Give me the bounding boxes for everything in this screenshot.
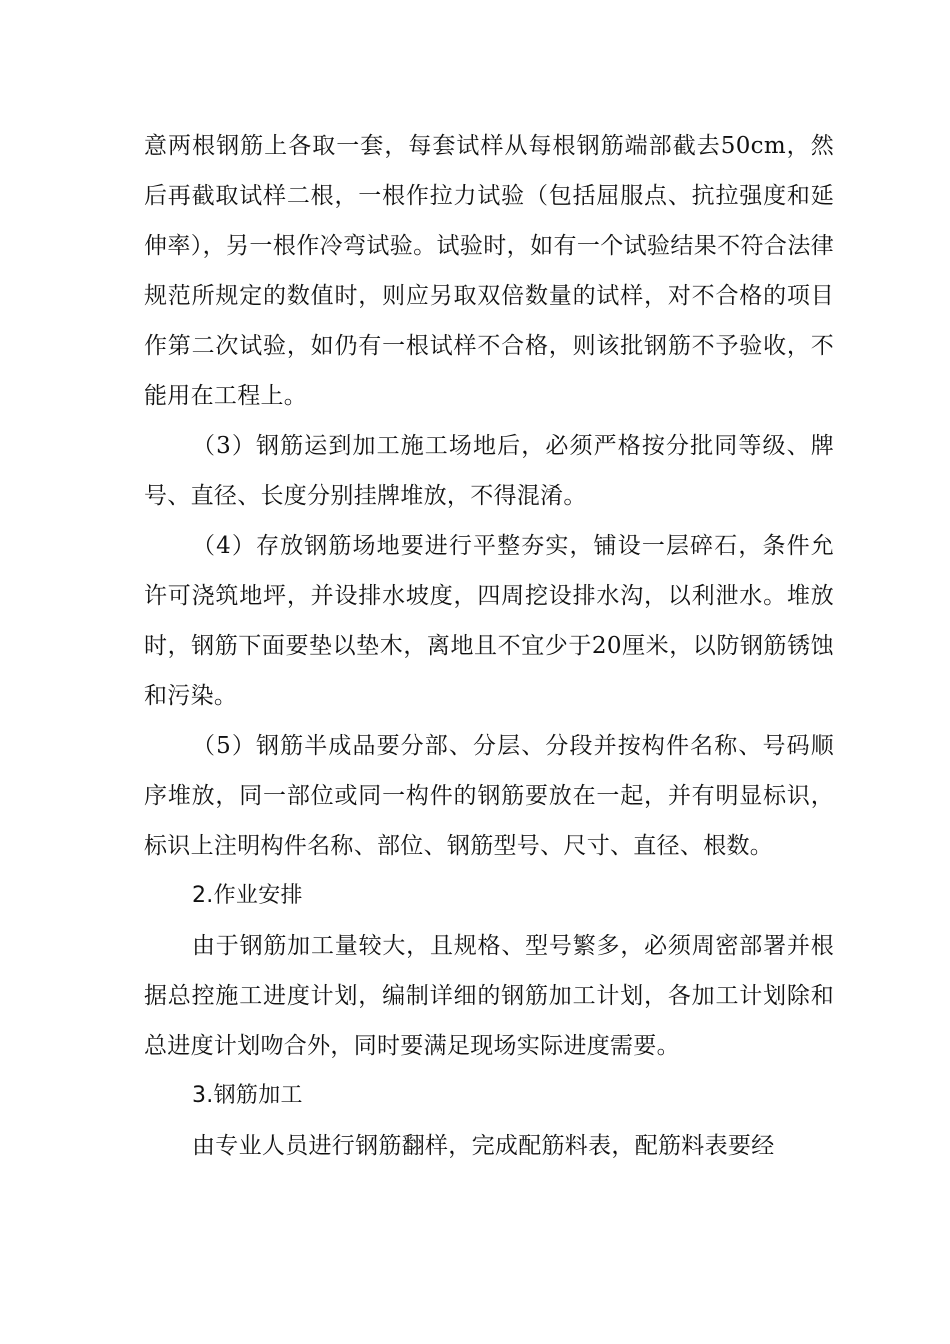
section-heading-work-arrangement: 2.作业安排 <box>192 883 303 908</box>
document-body <box>144 121 834 1171</box>
paragraph-continued: 意两根钢筋上各取一套，每套试样从每根钢筋端部截去50cm，然后再截取试样二根，一根作拉力试验（包括屈服点、抗拉强度和延伸率），另一根作冷弯试验。试验时，如有一个试验结果不符合法律规范所规定的数值时，则应另取双倍数量的试样，对不合格的项目作第二次试验，如仍有一根试样不合格，则该批钢筋不予验收，不能用在工程上。 <box>144 133 834 409</box>
paragraph-rebar-processing: 由专业人员进行钢筋翻样，完成配筋料表，配筋料表要经 <box>192 1133 775 1159</box>
paragraph-item-5: （5）钢筋半成品要分部、分层、分段并按构件名称、号码顺序堆放，同一部位或同一构件的钢筋要放在一起，并有明显标识，标识上注明构件名称、部位、钢筋型号、尺寸、直径、根数。 <box>144 733 834 859</box>
paragraph-item-3: （3）钢筋运到加工施工场地后，必须严格按分批同等级、牌号、直径、长度分别挂牌堆放，不得混淆。 <box>144 433 834 509</box>
paragraph-work-arrangement: 由于钢筋加工量较大，且规格、型号繁多，必须周密部署并根据总控施工进度计划，编制详细的钢筋加工计划，各加工计划除和总进度计划吻合外，同时要满足现场实际进度需要。 <box>144 933 834 1059</box>
paragraph-item-4: （4）存放钢筋场地要进行平整夯实，铺设一层碎石，条件允许可浇筑地坪，并设排水坡度，四周挖设排水沟，以利泄水。堆放时，钢筋下面要垫以垫木，离地且不宜少于20厘米，以防钢筋锈蚀和污染。 <box>144 533 834 709</box>
section-heading-rebar-processing: 3.钢筋加工 <box>192 1083 303 1108</box>
